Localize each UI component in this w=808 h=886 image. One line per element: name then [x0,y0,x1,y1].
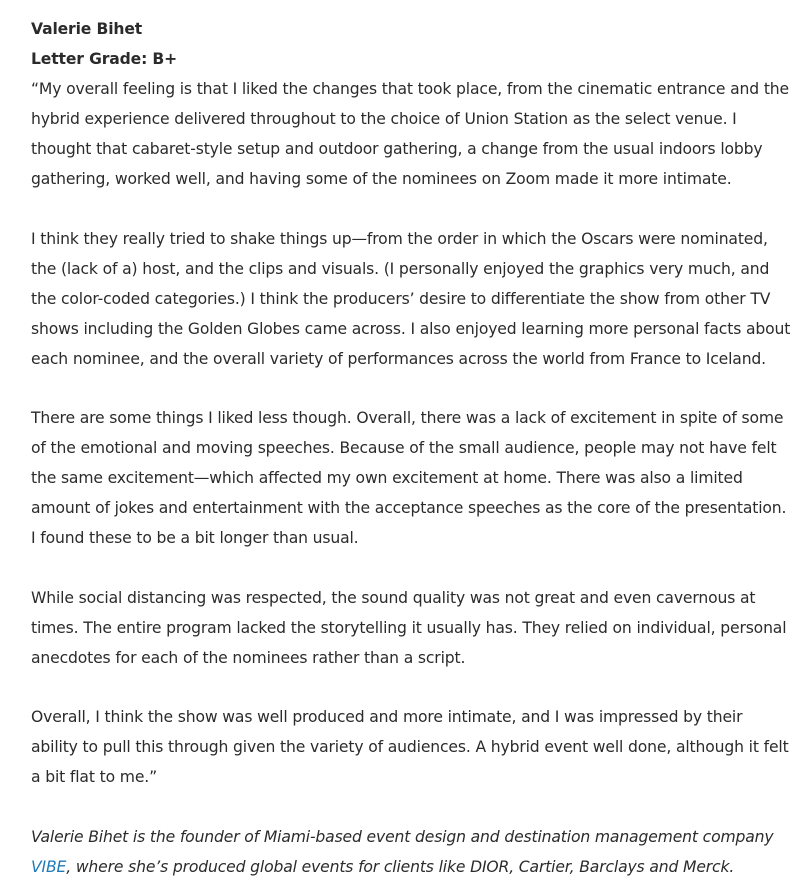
article-body [31,14,791,882]
author-bio [31,822,791,882]
author-name: Valerie Bihet [31,20,143,38]
paragraph-5: Overall, I think the show was well produced and more intimate, and I was impressed by their ability to pull this through given the variety of audiences. A hybrid event well done, although it felt a bit flat to me.” [31,708,789,786]
letter-grade: Letter Grade: B+ [31,50,178,68]
paragraph-3: There are some things I liked less though. Overall, there was a lack of excitement in spite of some of the emotional and moving speeches. Because of the small audience, people may not have felt the same excitement—which affected my own excitement at home. There was also a limited amount of jokes and entertainment with the acceptance speeches as the core of the presentation. I found these to be a bit longer than usual. [31,409,787,547]
vibe-link[interactable]: VIBE [31,857,67,876]
paragraph-2: I think they really tried to shake things up—from the order in which the Oscars were nominated, the (lack of a) host, and the clips and visuals. (I personally enjoyed the graphics very much, and the color-coded categories.) I think the producers’ desire to differentiate the show from other TV shows including the Golden Globes came across. I also enjoyed learning more personal facts about each nominee, and the overall variety of performances across the world from France to Iceland. [31,229,791,368]
paragraph-4: While social distancing was respected, the sound quality was not great and even cavernous at times. The entire program lacked the storytelling it usually has. They relied on individual, personal anecdotes for each of the nominees rather than a script. [31,588,787,667]
paragraph-1: “My overall feeling is that I liked the changes that took place, from the cinematic entrance and the hybrid experience delivered throughout to the choice of Union Station as the select venue. I thought that cabaret-style setup and outdoor gathering, a change from the usual indoors lobby gathering, worked well, and having some of the nominees on Zoom made it more intimate. [31,80,789,188]
bio-text-after: , where she’s produced global events for clients like DIOR, Cartier, Barclays and Merck. [66,857,735,876]
bio-text-before: Valerie Bihet is the founder of Miami-based event design and destination management company [31,827,774,846]
